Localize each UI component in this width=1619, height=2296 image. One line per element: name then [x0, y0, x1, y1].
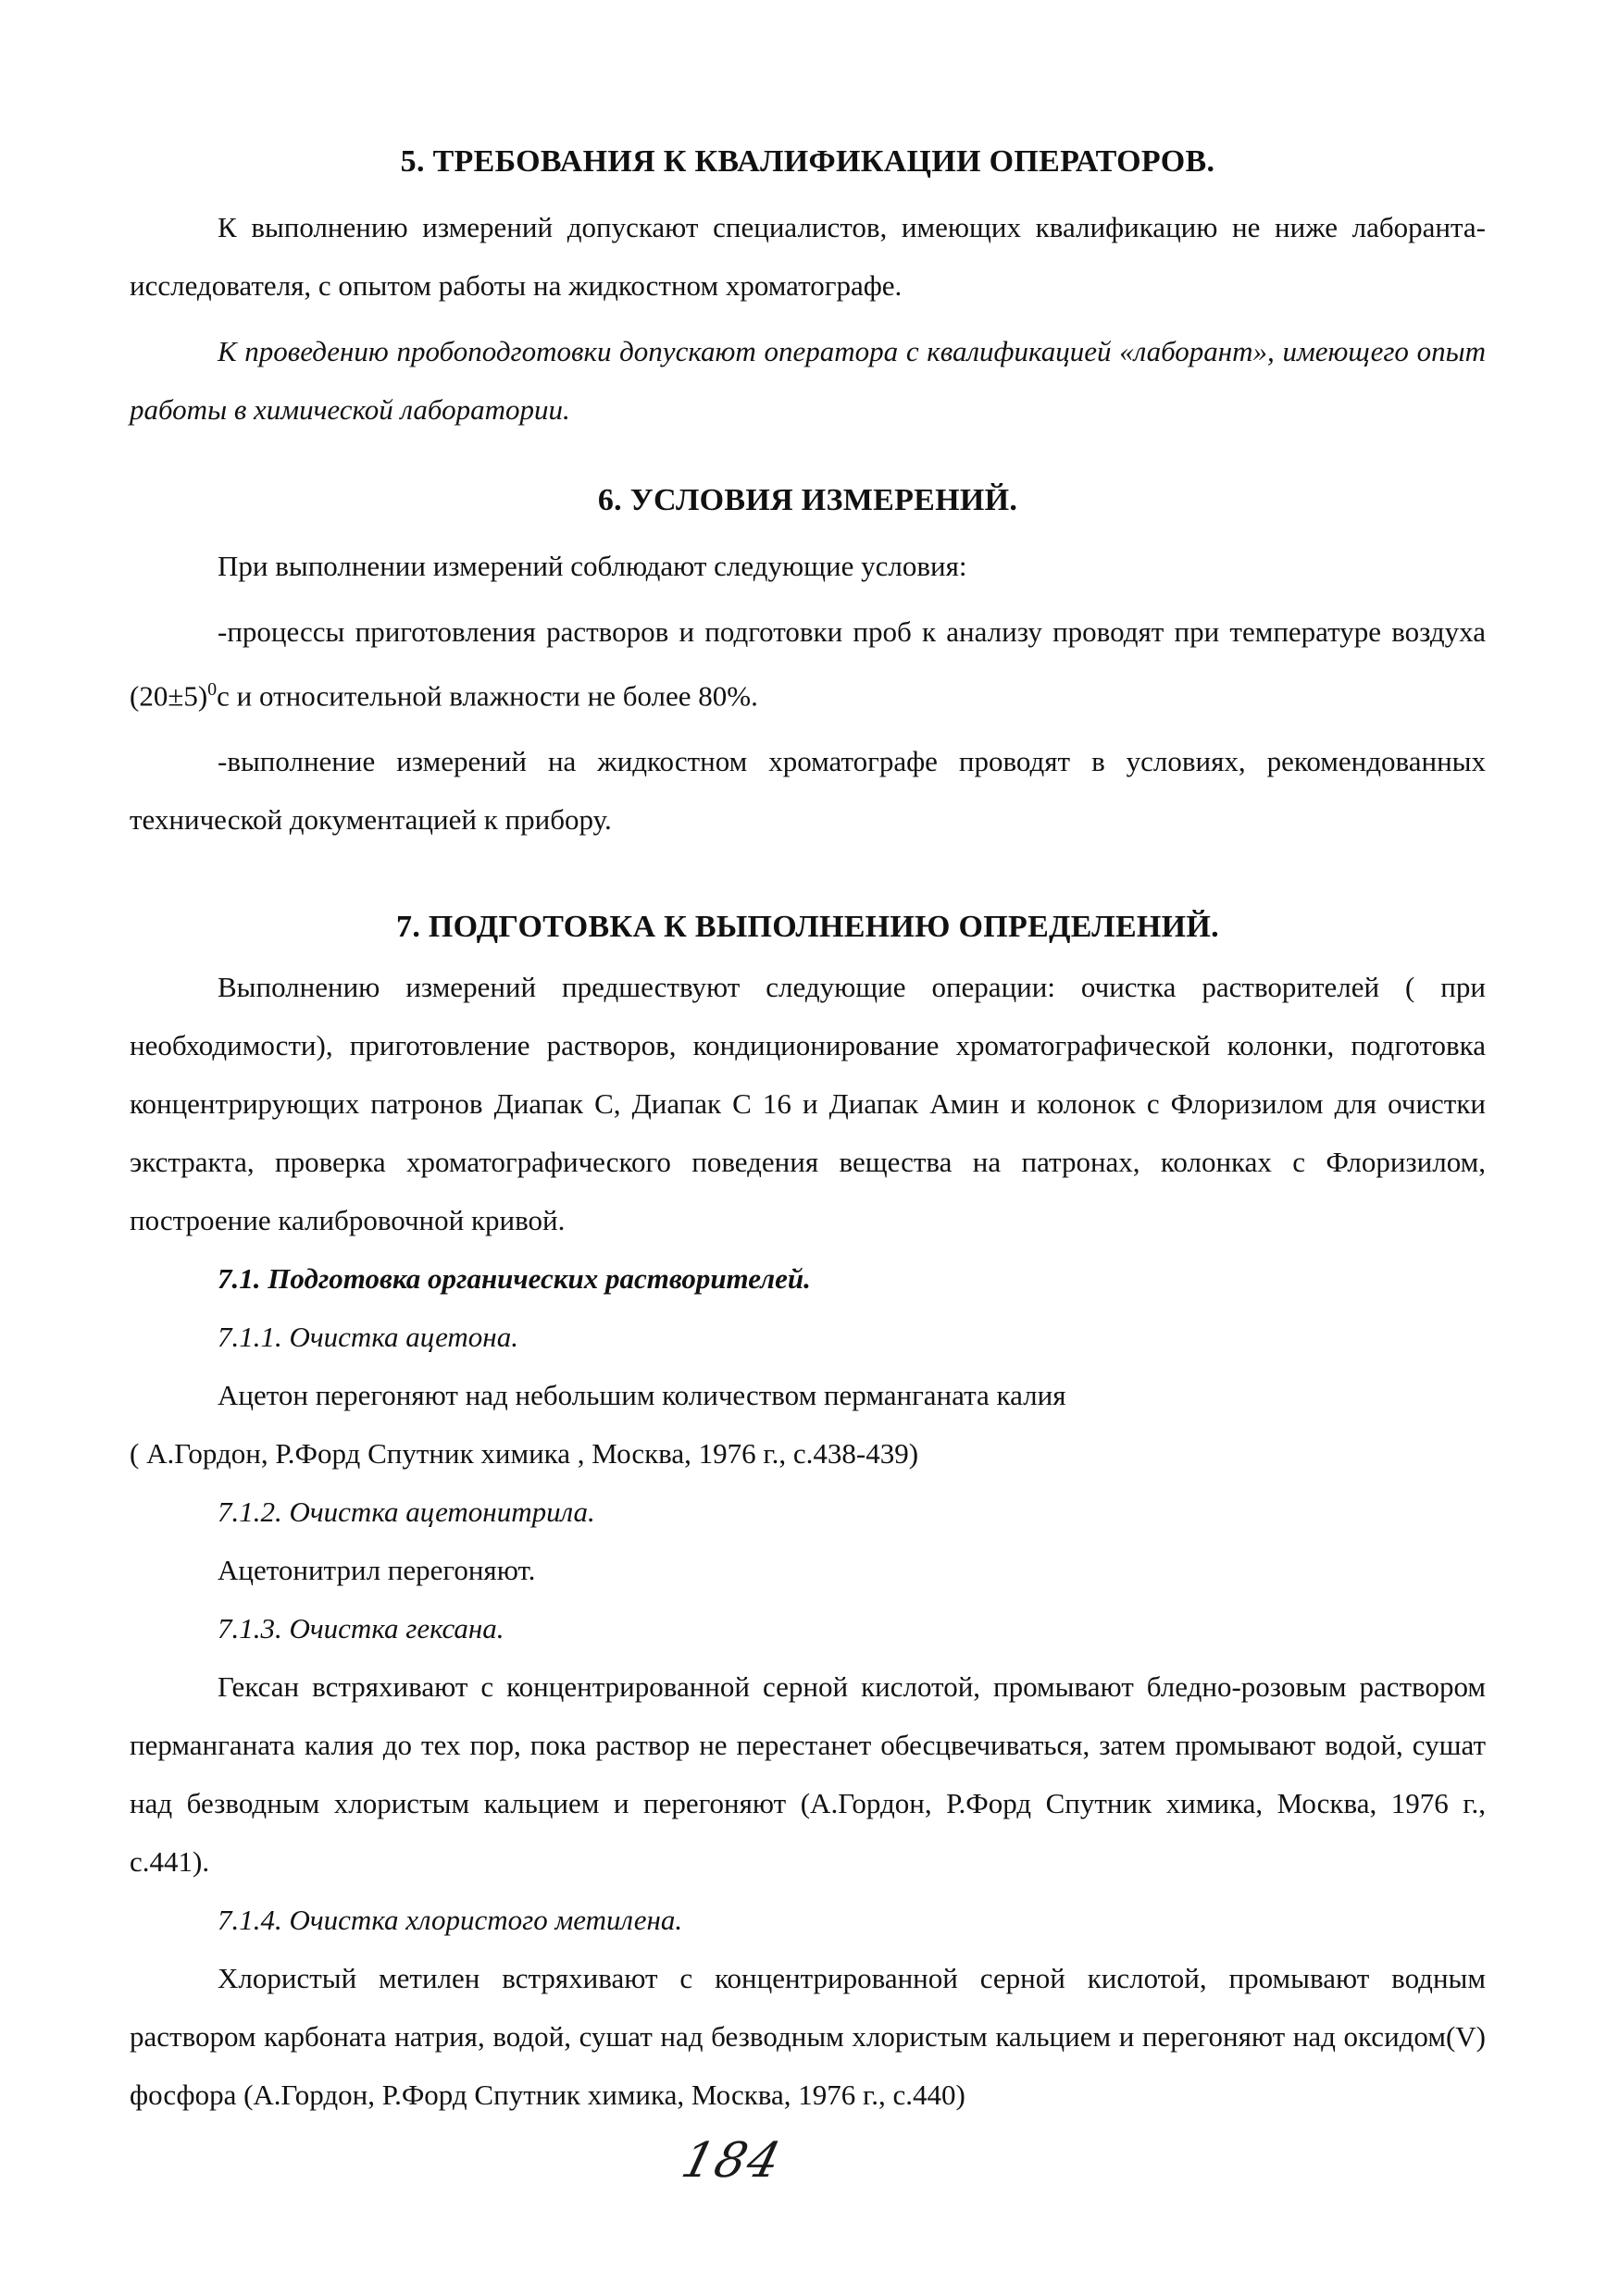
section-5-heading: 5. ТРЕБОВАНИЯ К КВАЛИФИКАЦИИ ОПЕРАТОРОВ.	[400, 144, 1215, 179]
section-6-condition-2: -выполнение измерений на жидкостном хроматографе проводят в условиях, рекомендованных технической документацией к прибору.	[130, 745, 1486, 837]
section-5-paragraph-2: К проведению пробоподготовки допускают оператора с квалификацией «лаборант», имеющего опыт работы в химической лаборатории.	[130, 335, 1486, 426]
page-number: 184	[676, 2133, 788, 2189]
subsection-7-1-1-reference: ( А.Гордон, Р.Форд Спутник химика , Москва, 1976 г., с.438-439)	[130, 1437, 919, 1471]
subsection-7-1-2-text: Ацетонитрил перегоняют.	[218, 1554, 536, 1587]
subsection-7-1-1-title: 7.1.1. Очистка ацетона.	[218, 1321, 518, 1354]
subsection-7-1-4-text: Хлористый метилен встряхивают с концентрированной серной кислотой, промывают водным раствором карбоната натрия, водой, сушат над безводным хлористым кальцием и перегоняют над оксидом(V) фосфора (А.Гордон, Р.Форд Спутник химика, Москва, 1976 г., с.440)	[130, 1962, 1486, 2112]
subsection-7-1-4-title: 7.1.4. Очистка хлористого метилена.	[218, 1904, 683, 1937]
subsection-7-1-3-text: Гексан встряхивают с концентрированной серной кислотой, промывают бледно-розовым раствором перманганата калия до тех пор, пока раствор не перестанет обесцвечиваться, затем промывают водой, сушат над безводным хлористым кальцием и перегоняют (А.Гордон, Р.Форд Спутник химика, Москва, 1976 г., с.441).	[130, 1670, 1486, 1879]
document-page	[130, 139, 1486, 2124]
section-5-paragraph-1: К выполнению измерений допускают специалистов, имеющих квалификацию не ниже лаборанта-исследователя, с опытом работы на жидкостном хроматографе.	[130, 211, 1486, 302]
subsection-7-1-1-text: Ацетон перегоняют над небольшим количеством перманганата калия	[218, 1379, 1066, 1412]
section-7-heading: 7. ПОДГОТОВКА К ВЫПОЛНЕНИЮ ОПРЕДЕЛЕНИЙ.	[396, 910, 1219, 945]
section-6-heading: 6. УСЛОВИЯ ИЗМЕРЕНИЙ.	[597, 483, 1018, 517]
degree-superscript: 0	[207, 679, 218, 700]
section-7-intro: Выполнению измерений предшествуют следующие операции: очистка растворителей ( при необходимости), приготовление растворов, кондиционирование хроматографической колонки, подготовка концентрирующих патронов Диапак С, Диапак С 16 и Диапак Амин и колонок с Флоризилом для очистки экстракта, проверка хроматографического поведения вещества на патронах, колонках с Флоризилом, построение калибровочной кривой.	[130, 971, 1486, 1237]
subsection-7-1-2-title: 7.1.2. Очистка ацетонитрила.	[218, 1496, 595, 1529]
condition-1-text-a: -процессы приготовления растворов и подготовки проб к анализу проводят при температуре воздуха (20±5)	[130, 615, 1486, 713]
condition-1-text-b: с и относительной влажности не более 80%.	[217, 679, 758, 713]
section-6-intro: При выполнении измерений соблюдают следующие условия:	[218, 550, 967, 582]
section-6-condition-1	[130, 602, 1486, 725]
subsection-7-1-title: 7.1. Подготовка органических растворителей.	[218, 1262, 811, 1296]
subsection-7-1-3-title: 7.1.3. Очистка гексана.	[218, 1612, 504, 1645]
